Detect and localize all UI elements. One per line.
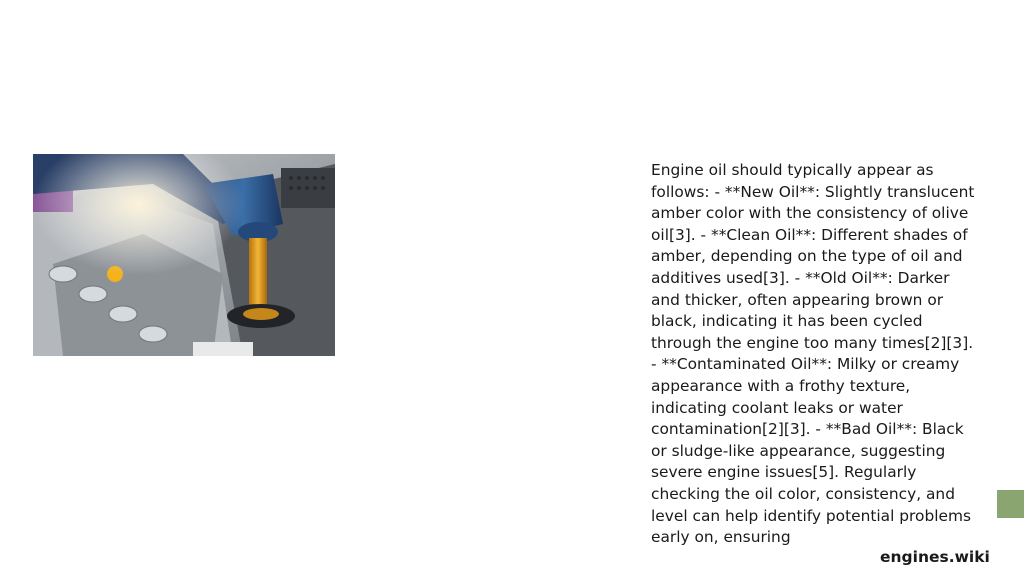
oil-appearance-paragraph: Engine oil should typically appear as follows: - **New Oil**: Slightly translucent amber color with the consistency of olive oil[3]. - **Clean Oil**: Different shades of amber, depending on the type of oil and additives used[3]. - **Old Oil**: Darker and thicker, often appearing brown or black, indicating it has been cycled through the engine too many times[2][3]. - **Contaminated Oil**: Milky or creamy appearance with a frothy texture, indicating coolant leaks or water contamination[2][3]. - **Bad Oil**: Black or sludge-like appearance, suggesting severe engine issues[5]. Regularly checking the oil color, consistency, and level can help identify potential problems early on, ensuring — [651, 161, 975, 547]
oil-appearance-text — [651, 160, 981, 572]
engine-oil-photo — [33, 154, 335, 356]
accent-square — [997, 490, 1024, 518]
site-watermark: engines.wiki — [880, 548, 990, 566]
